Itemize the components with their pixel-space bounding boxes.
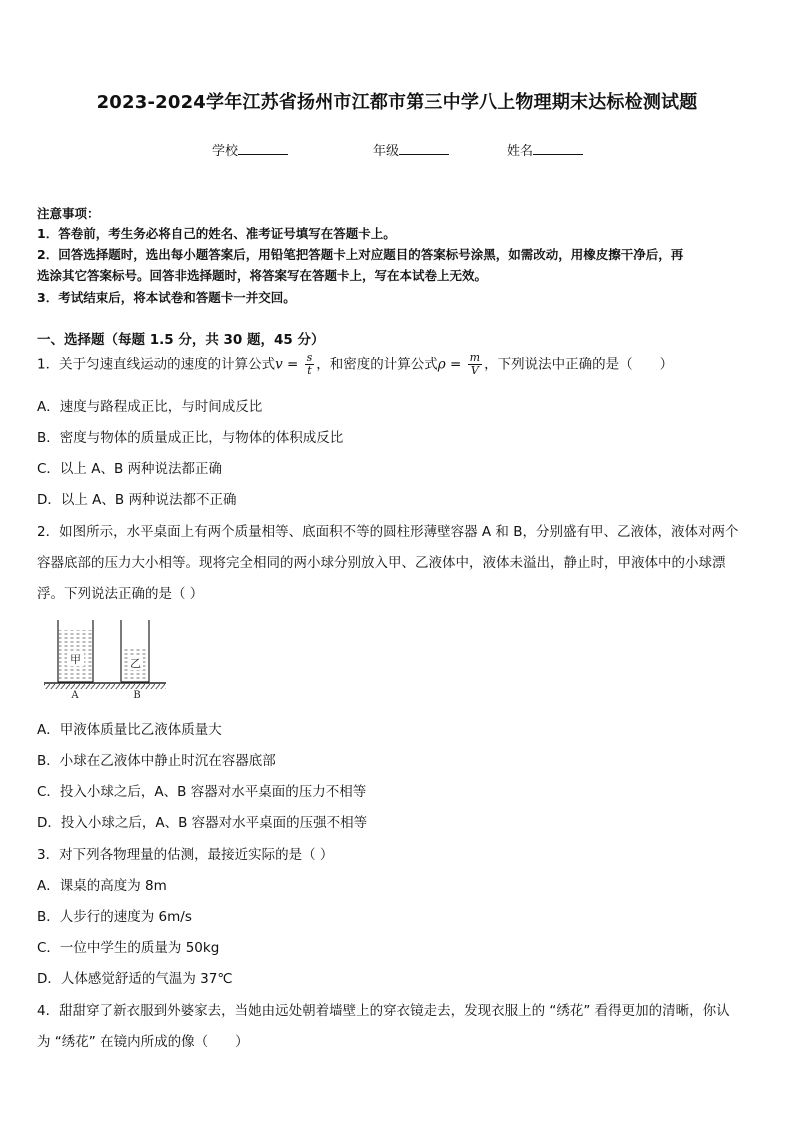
q1-s-symbol: s xyxy=(306,351,313,364)
q1-option-d: D．以上 A、B 两种说法都不正确 xyxy=(37,492,237,508)
school-label: 学校 xyxy=(212,144,239,159)
q2-stem-line: 容器底部的压力大小相等。现将完全相同的两小球分别放入甲、乙液体中，液体未溢出，静止时，甲液体中的小球漂 xyxy=(37,555,726,571)
q1-stem xyxy=(37,352,673,377)
q3-option-c: C．一位中学生的质量为 50kg xyxy=(37,940,220,956)
q4-stem-line: 4．甜甜穿了新衣服到外婆家去，当她由远处朝着墙壁上的穿衣镜走去，发现衣服上的 “绣花” 看得更加的清晰，你认 xyxy=(37,1003,730,1019)
notes-item: 3．考试结束后，将本试卷和答题卡一并交回。 xyxy=(37,290,296,305)
q1-density-fraction xyxy=(468,352,482,377)
q1-option-b: B．密度与物体的质量成正比，与物体的体积成反比 xyxy=(37,430,344,446)
q1-option-a: A．速度与路程成正比，与时间成反比 xyxy=(37,399,263,415)
q1-option-c: C．以上 A、B 两种说法都正确 xyxy=(37,461,223,477)
q1-rho-symbol: ρ xyxy=(437,356,446,373)
tabletop-hatch xyxy=(44,684,166,689)
name-blank xyxy=(533,142,583,155)
q1-t-symbol: t xyxy=(307,364,312,377)
exam-title: 2023-2024学年江苏省扬州市江都市第三中学八上物理期末达标检测试题 xyxy=(96,92,698,113)
notes-heading: 注意事项： xyxy=(37,206,100,221)
q1-suffix: ，下列说法中正确的是（ ） xyxy=(484,356,674,373)
q1-speed-fraction xyxy=(305,352,315,377)
q1-mid: ，和密度的计算公式 xyxy=(316,356,438,373)
q1-prefix: 1．关于匀速直线运动的速度的计算公式 xyxy=(37,356,276,373)
q1-m-symbol: m xyxy=(469,351,481,364)
name-field xyxy=(507,140,583,159)
school-field xyxy=(212,140,288,159)
containers-figure xyxy=(40,612,170,702)
notes-item: 选涂其它答案标号。回答非选择题时，将答案写在答题卡上，写在本试卷上无效。 xyxy=(37,268,488,283)
grade-label: 年级 xyxy=(373,144,400,159)
container-b xyxy=(121,620,149,682)
q2-option-b: B．小球在乙液体中静止时沉在容器底部 xyxy=(37,753,276,769)
q3-option-d: D．人体感觉舒适的气温为 37℃ xyxy=(37,971,233,987)
q2-stem-line: 2．如图所示，水平桌面上有两个质量相等、底面积不等的圆柱形薄壁容器 A 和 B，分别盛有甲、乙液体，液体对两个 xyxy=(37,524,739,540)
q1-V-symbol: V xyxy=(470,364,479,377)
q3-option-a: A．课桌的高度为 8m xyxy=(37,878,167,894)
q1-equals-2: = xyxy=(445,356,466,373)
q1-equals: = xyxy=(282,356,303,373)
section-heading: 一、选择题（每题 1.5 分，共 30 题，45 分） xyxy=(37,332,325,348)
school-blank xyxy=(238,142,288,155)
q3-stem: 3．对下列各物理量的估测，最接近实际的是（ ） xyxy=(37,847,334,863)
q4-stem-line: 为 “绣花” 在镜内所成的像（ ） xyxy=(37,1034,249,1050)
name-label: 姓名 xyxy=(507,144,534,159)
q2-option-d: D．投入小球之后，A、B 容器对水平桌面的压强不相等 xyxy=(37,815,368,831)
q2-option-c: C．投入小球之后，A、B 容器对水平桌面的压力不相等 xyxy=(37,784,367,800)
grade-field xyxy=(373,140,449,159)
liquid-a-label: 甲 xyxy=(70,653,81,666)
notes-item: 2．回答选择题时，选出每小题答案后，用铅笔把答题卡上对应题目的答案标号涂黑，如需改动，用橡皮擦干净后，再 xyxy=(37,247,684,262)
container-b-label: B xyxy=(133,690,141,701)
liquid-b-label: 乙 xyxy=(130,657,141,670)
container-a-label: A xyxy=(71,690,79,701)
q3-option-b: B．人步行的速度为 6m/s xyxy=(37,909,192,925)
q2-option-a: A．甲液体质量比乙液体质量大 xyxy=(37,722,222,738)
grade-blank xyxy=(399,142,449,155)
q1-v-symbol: v xyxy=(275,356,283,373)
q2-stem-line: 浮。下列说法正确的是（ ） xyxy=(37,586,204,602)
notes-item: 1．答卷前，考生务必将自己的姓名、准考证号填写在答题卡上。 xyxy=(37,226,396,241)
container-a xyxy=(58,620,93,682)
